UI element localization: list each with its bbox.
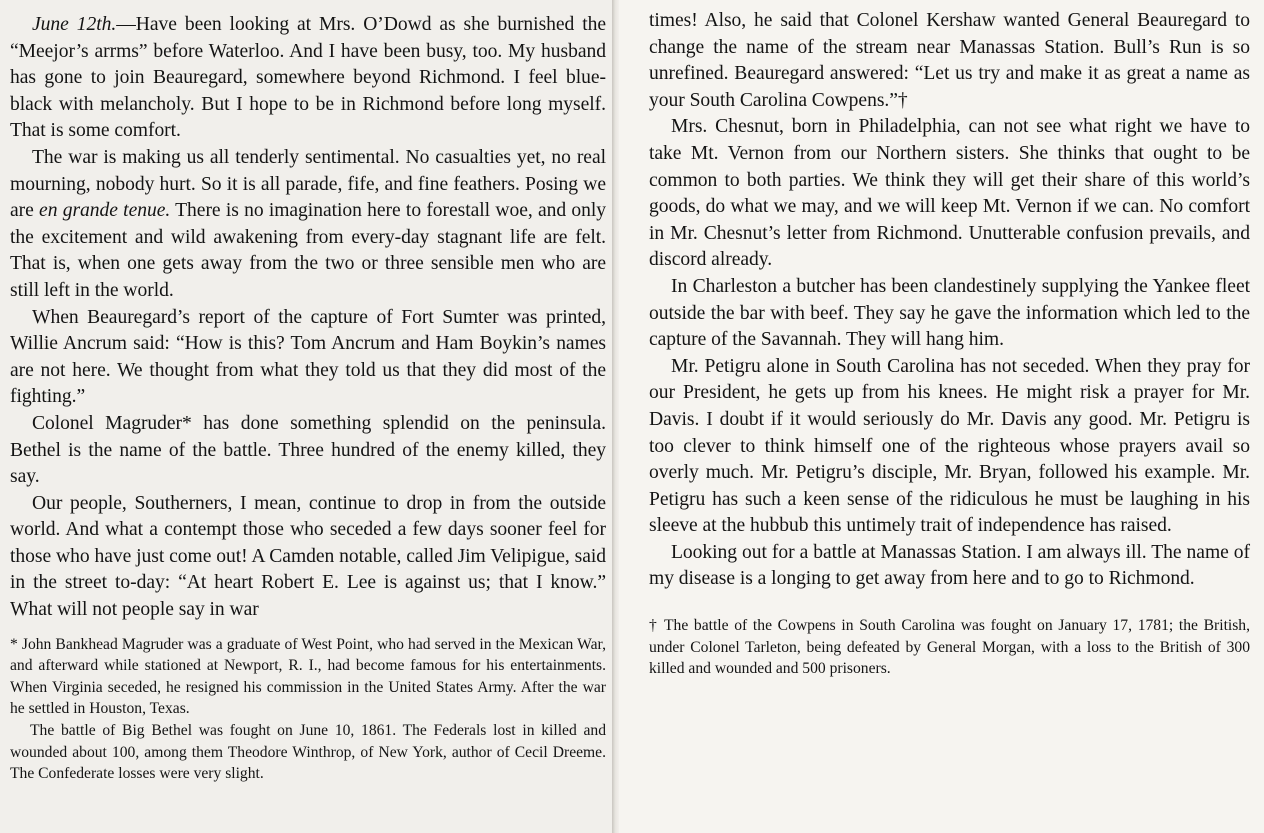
left-page [0,0,614,833]
paragraph-text: The war is making us all tenderly sentimental. No casualties yet, no real mourning, nobody hurt. So it is all parade, fife, and fine feathers. Posing we are [10,146,606,222]
body-paragraph: times! Also, he said that Colonel Kershaw wanted General Beauregard to change the name of the stream near Manassas Station. Bull’s Run is so unrefined. Beauregard answered: “Let us try and make it as great a name as your South Carolina Cowpens.”† [649,10,1250,111]
footnote: The battle of Big Bethel was fought on June 10, 1861. The Federals lost in killed and wounded about 100, among them Theodore Winthrop, of New York, author of Cecil Dreeme. The Confederate losses were very slight. [10,722,606,783]
body-paragraph: Looking out for a battle at Manassas Station. I am always ill. The name of my disease is a longing to get away from here and to go to Richmond. [649,541,1250,590]
footnotes [649,615,1250,680]
entry-date: June 12th. [32,14,117,35]
body-paragraph: Mrs. Chesnut, born in Philadelphia, can not see what right we have to take Mt. Vernon from our Northern sisters. She thinks that ought to be common to both parties. We think they will get their share of this world’s goods, do what we may, and we will keep Mt. Vernon if we can. No comfort in Mr. Chesnut’s letter from Richmond. Unutterable confusion prevails, and discord already. [649,116,1250,271]
entry-text: —Have been looking at Mrs. O’Dowd as she burnished the “Meejor’s arrms” before Waterloo. And I have been busy, too. My husband has gone to join Beauregard, somewhere beyond Richmond. I feel blue-black with melancholy. But I hope to be in Richmond before long myself. That is some comfort. [10,14,607,142]
body-paragraph [10,145,606,305]
body-paragraph: In Charleston a butcher has been clandestinely supplying the Yankee fleet outside the bar with beef. They say he gave the information which led to the capture of the Savannah. They will hang him. [649,275,1250,351]
body-paragraph: Mr. Petigru alone in South Carolina has not seceded. When they pray for our President, he gets up from his knees. He might risk a prayer for Mr. Davis. I doubt if it would seriously do Mr. Davis any good. Mr. Petigru is too clever to think himself one of the righteous whose prayers avail so overly much. Mr. Petigru’s disciple, Mr. Bryan, followed his example. Mr. Petigru has such a keen sense of the ridiculous he must be laughing in his sleeve at the hubbub this untimely trait of independence has raised. [649,355,1250,537]
footnote: * John Bankhead Magruder was a graduate of West Point, who had served in the Mexican War, and afterward while stationed at Newport, R. I., had become famous for his entertainments. When Virginia seceded, he resigned his commission in the United States Army. After the war he settled in Houston, Texas. [10,635,606,718]
italic-phrase: en grande tenue. [39,200,171,222]
body-paragraph: When Beauregard’s report of the capture of Fort Sumter was printed, Willie Ancrum said: “How is this? Tom Ancrum and Ham Boykin’s names are not here. We thought from what they told us that they did most of the fighting.” [10,306,606,408]
body-paragraph: Our people, Southerners, I mean, continue to drop in from the outside world. And what a contempt those who seceded a few days sooner feel for those who have just come out! A Camden notable, called Jim Velipigue, said in the street to-day: “At heart Robert E. Lee is against us; that I know.” What will not people say in war [10,492,606,621]
right-page [619,0,1264,833]
body-paragraph: Colonel Magruder* has done something splendid on the peninsula. Bethel is the name of the battle. Three hundred of the enemy killed, they say. [10,412,606,488]
footnotes [10,634,606,785]
diary-entry-paragraph [10,12,606,145]
paragraph-text: There is no imagination here to forestall woe, and only the excitement and wild awakening from every-day stagnant life are felt. That is, when one gets away from the two or three sensible men who are still left in the world. [10,200,606,301]
footnote: † The battle of the Cowpens in South Carolina was fought on January 17, 1781; the British, under Colonel Tarleton, being defeated by General Morgan, with a loss to the British of 300 killed and wounded and 500 prisoners. [649,617,1250,678]
